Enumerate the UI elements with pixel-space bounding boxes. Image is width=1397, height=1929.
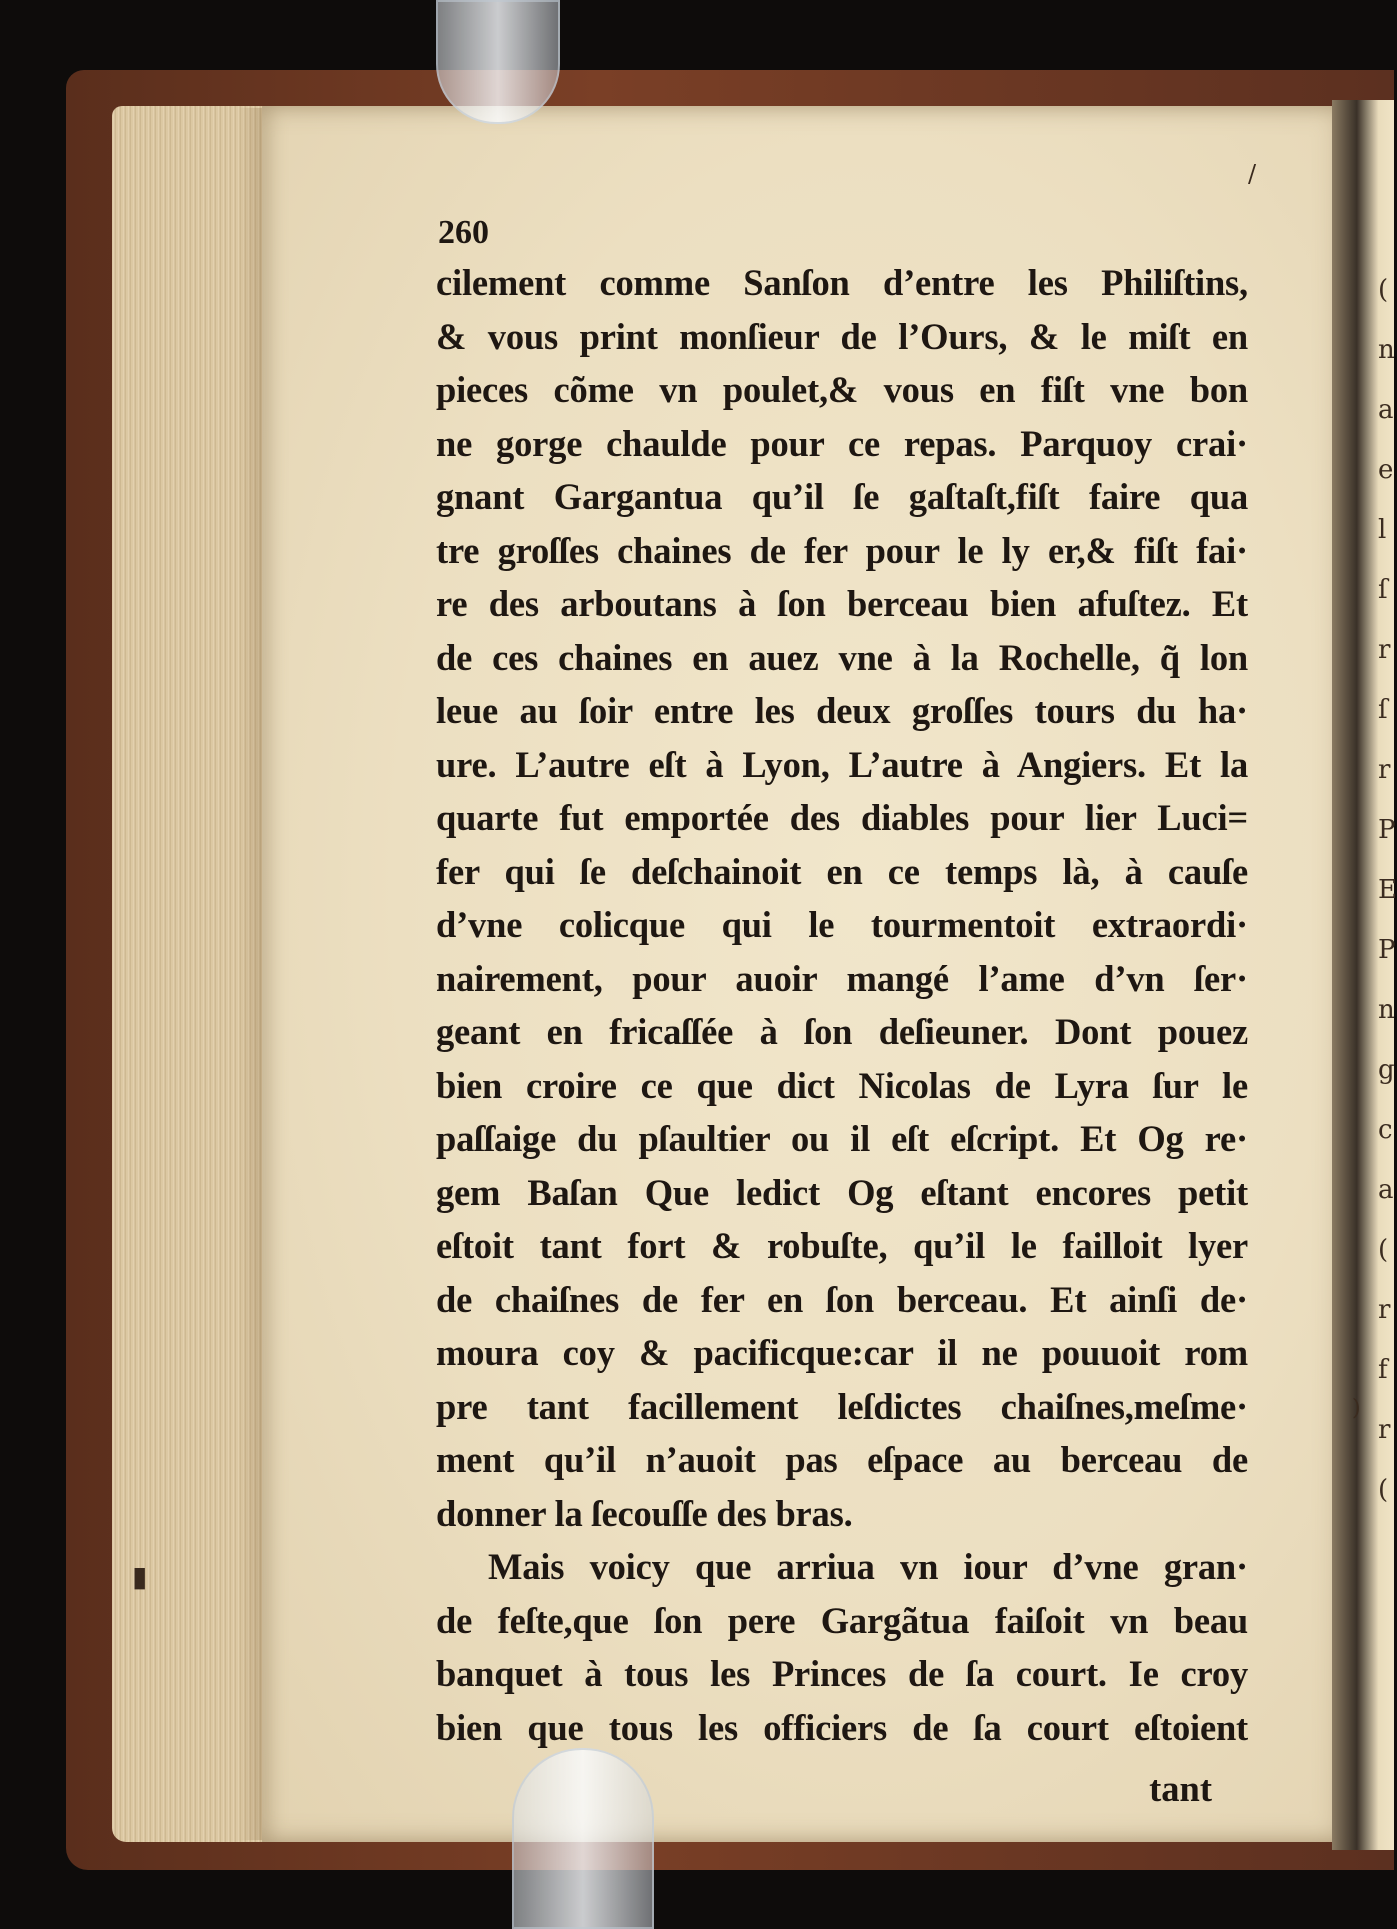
text-line: de ces chaines en auez vne à la Rochelle, q̃ lon	[436, 636, 1248, 678]
facing-letter: P	[1378, 935, 1396, 965]
text-line: gem Baſan Que ledict Og eſtant encores petit	[436, 1171, 1248, 1213]
catchword: tant	[1149, 1768, 1212, 1809]
text-line: ure. L’autre eſt à Lyon, L’autre à Angiers. Et la	[436, 743, 1248, 785]
text-line: geant en fricaſſée à ſon deſieuner. Dont pouez	[436, 1011, 1248, 1052]
facing-letter: r	[1378, 755, 1391, 785]
facing-letter: r	[1378, 1295, 1391, 1325]
text-line: paſſaige du pſaultier ou il eſt eſcript. Et Og re·	[436, 1118, 1248, 1159]
facing-letter: r	[1378, 635, 1391, 665]
facing-letter: e	[1378, 455, 1394, 485]
ink-speck: /	[1248, 160, 1257, 188]
text-line: eſtoit tant fort & robuſte, qu’il le failloit lyer	[436, 1225, 1248, 1266]
text-line: re des arboutans à ſon berceau bien afuſtez. Et	[436, 583, 1248, 624]
text-line: de feſte,que ſon pere Gargãtua faiſoit vn beau	[436, 1599, 1248, 1641]
text-line: gnant Gargantua qu’il ſe gaſtaſt,fiſt faire qua	[436, 476, 1248, 517]
text-line: pre tant facillement leſdictes chaiſnes,meſme·	[436, 1385, 1248, 1427]
text-line: ment qu’il n’auoit pas eſpace au berceau de	[436, 1439, 1248, 1480]
facing-letter: r	[1378, 1415, 1391, 1445]
text-line: pieces cõme vn poulet,& vous en fiſt vne bon	[436, 369, 1248, 410]
page-number: 260	[438, 214, 489, 251]
facing-letter: ſ	[1378, 695, 1388, 725]
text-line: bien croire ce que dict Nicolas de Lyra ſur le	[436, 1064, 1248, 1106]
page-clip-top	[436, 0, 560, 124]
text-line: de chaiſnes de fer en ſon berceau. Et ainſi de·	[436, 1278, 1248, 1320]
text-line: tre groſſes chaines de fer pour le ly er,& fiſt fai·	[436, 529, 1248, 571]
page-text	[436, 210, 1248, 1824]
text-line: donner la ſecouſſe des bras.	[436, 1492, 853, 1534]
text-line: nairement, pour auoir mangé l’ame d’vn ſer·	[436, 957, 1248, 999]
text-line: banquet à tous les Princes de ſa court. Ie croy	[436, 1653, 1248, 1694]
facing-letter: a	[1378, 1175, 1394, 1205]
facing-letter: ſ	[1378, 575, 1388, 605]
ink-speck: )	[1352, 1396, 1361, 1421]
text-line: bien que tous les officiers de ſa court eſtoient	[436, 1706, 1248, 1748]
facing-letter: c	[1378, 1115, 1393, 1145]
text-line: d’vne colicque qui le tourmentoit extraordi·	[436, 904, 1248, 945]
text-line: & vous print monſieur de l’Ours, & le miſt en	[436, 315, 1248, 357]
ink-speck: ▮	[132, 1560, 148, 1593]
facing-letter: E	[1378, 875, 1397, 905]
facing-letter: (	[1378, 1235, 1389, 1265]
text-line: moura coy & pacificque:car il ne pouuoit rom	[436, 1332, 1248, 1373]
facing-letter: (	[1378, 275, 1389, 305]
facing-letter: f	[1378, 1355, 1388, 1385]
text-line: Mais voicy que arriua vn iour d’vne gran·	[488, 1546, 1248, 1587]
facing-letter: n	[1378, 995, 1395, 1025]
text-line: quarte fut emportée des diables pour lier Luci=	[436, 797, 1248, 838]
facing-letter: g	[1378, 1055, 1395, 1085]
facing-letter: l	[1378, 515, 1387, 545]
facing-letter: (	[1378, 1475, 1389, 1505]
text-line: cilement comme Sanſon d’entre les Philiſtins,	[436, 262, 1248, 303]
text-line: fer qui ſe deſchainoit en ce temps là, à cauſe	[436, 850, 1248, 892]
text-line: ne gorge chaulde pour ce repas. Parquoy crai·	[436, 422, 1248, 464]
facing-letter: a	[1378, 395, 1394, 425]
facing-letter: n	[1378, 335, 1395, 365]
facing-letter: P	[1378, 815, 1396, 845]
text-line: leue au ſoir entre les deux groſſes tours du ha·	[436, 690, 1248, 731]
facing-page-edge	[1378, 260, 1397, 1505]
